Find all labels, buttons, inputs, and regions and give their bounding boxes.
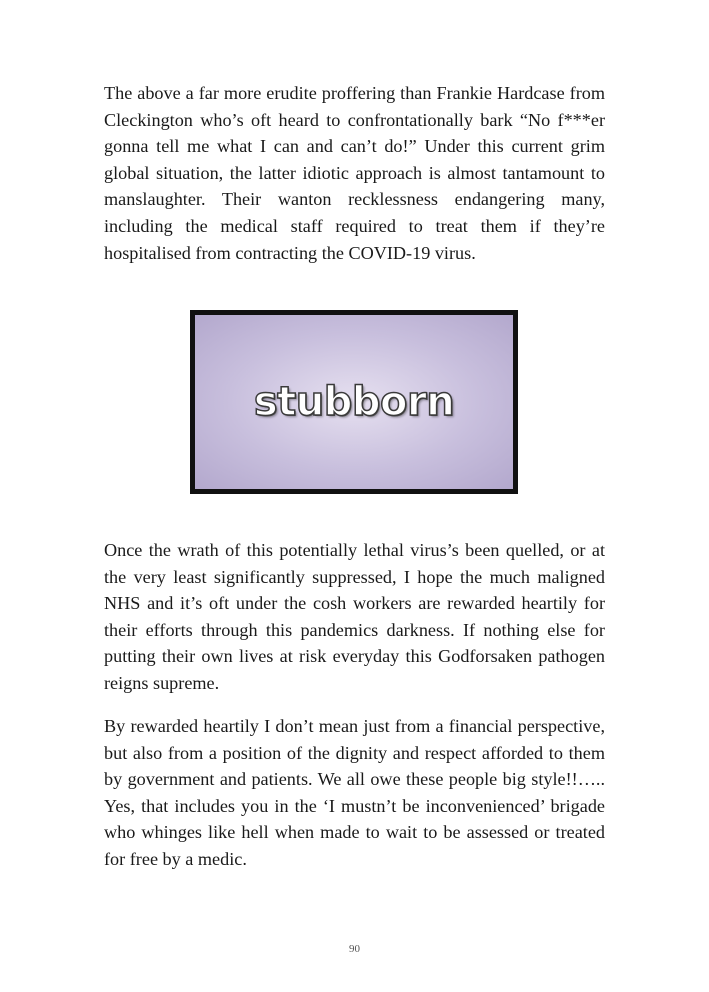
paragraph-2: Once the wrath of this potentially lethal virus’s been quelled, or at the very least significantly suppressed, I hope the much maligned NHS and it’s oft under the cosh workers are rewarded heartily for their efforts through this pandemics darkness. If nothing else for putting their own lives at risk everyday this Godforsaken pathogen reigns supreme.	[104, 540, 605, 693]
page-number: 90	[349, 943, 360, 955]
image-caption-word: stubborn	[253, 379, 455, 425]
stubborn-image	[190, 310, 518, 494]
paragraph-1: The above a far more erudite proffering than Frankie Hardcase from Cleckington who’s oft heard to confrontationally bark “No f***er gonna tell me what I can and can’t do!” Under this current grim global situation, the latter idiotic approach is almost tantamount to manslaughter. Their wanton recklessness endangering many, including the medical staff required to treat them if they’re hospitalised from contracting the COVID-19 virus.	[104, 83, 605, 263]
paragraph-3: By rewarded heartily I don’t mean just from a financial perspective, but also from a position of the dignity and respect afforded to them by government and patients. We all owe these people big style!!….. Yes, that includes you in the ‘I mustn’t be inconvenienced’ brigade who whinges like hell when made to wait to be assessed or treated for free by a medic.	[104, 716, 605, 869]
